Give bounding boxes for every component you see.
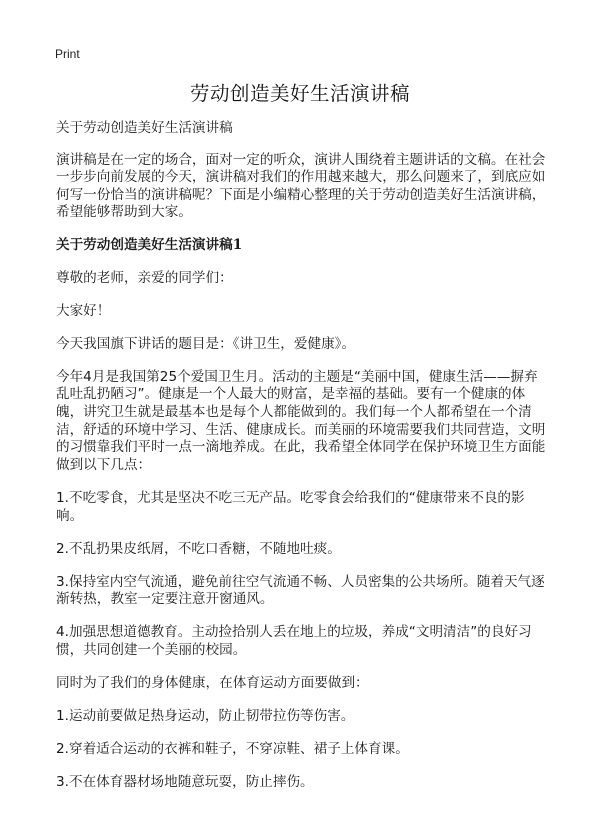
article-body — [56, 120, 548, 807]
paragraph-sports-intro: 同时为了我们的身体健康，在体育运动方面要做到： — [56, 675, 369, 692]
article-subtitle: 关于劳动创造美好生活演讲稿 — [56, 120, 233, 136]
page-title: 劳动创造美好生活演讲稿 — [189, 82, 410, 105]
list-item-1: 1.不吃零食，尤其是坚决不吃三无产品。吃零食会给我们的“健康带来不良的影响。 — [56, 489, 525, 524]
list-item-2: 2.不乱扔果皮纸屑，不吃口香糖，不随地吐痰。 — [56, 540, 341, 557]
sports-item-2: 2.穿着适合运动的衣裤和鞋子，不穿凉鞋、裙子上体育课。 — [56, 741, 409, 758]
intro-paragraph: 演讲稿是在一定的场合，面对一定的听众，演讲人围绕着主题讲话的文稿。在社会一步步向前发展的今天，演讲稿对我们的作用越来越大，那么问题来了，到底应如何写一份恰当的演讲稿呢？下面是小编精心整理的关于劳动创造美好生活演讲稿，希望能够帮助到大家。 — [56, 151, 546, 221]
paragraph-greeting: 大家好！ — [56, 302, 111, 319]
list-item-4: 4.加强思想道德教育。主动捡拾别人丢在地上的垃圾，养成“文明清洁”的良好习惯，共同创建一个美丽的校园。 — [56, 624, 532, 658]
sports-item-1: 1.运动前要做足热身运动，防止韧带拉伤等伤害。 — [56, 708, 355, 725]
print-link[interactable]: Print — [55, 47, 80, 61]
paragraph-main: 今年4月是我国第25个爱国卫生月。活动的主题是“美丽中国，健康生活——摒弃乱吐乱扔陋习”。健康是一个人最大的财富，是幸福的基础。要有一个健康的体魄，讲究卫生就是最基本也是每个人都能做到的。我们每一个人都希望在一个清洁，舒适的环境中学习、生活、健康成长。而美丽的环境需要我们共同营造，文明的习惯靠我们平时一点一滴地养成。在此，我希望全体同学在保护环境卫生方面能做到以下几点： — [56, 368, 546, 473]
paragraph-salutation: 尊敬的老师，亲爱的同学们： — [56, 269, 233, 286]
paragraph-topic: 今天我国旗下讲话的题目是：《讲卫生，爱健康》。 — [56, 335, 356, 352]
sports-item-3: 3.不在体育器材场地随意玩耍，防止摔伤。 — [56, 774, 314, 791]
list-item-3: 3.保持室内空气流通，避免前往空气流通不畅、人员密集的公共场所。随着天气逐渐转热，教室一定要注意开窗通风。 — [56, 573, 545, 608]
section-heading: 关于劳动创造美好生活演讲稿1 — [56, 237, 243, 254]
